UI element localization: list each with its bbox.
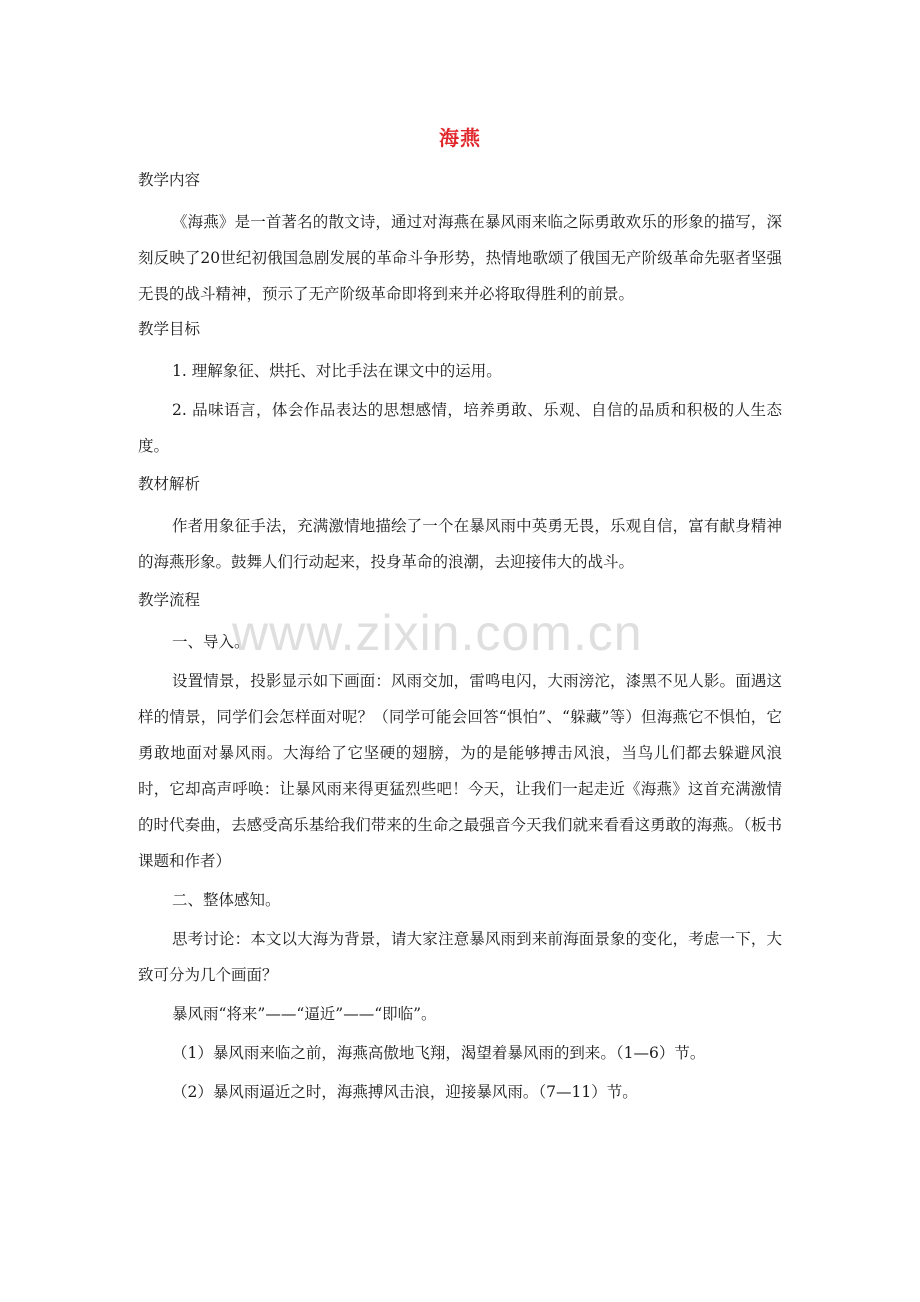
process-step-1: 一、导入。	[172, 633, 250, 651]
section-heading-analysis: 教材解析	[138, 475, 201, 493]
analysis-paragraph: 作者用象征手法，充满激情地描绘了一个在暴风雨中英勇无畏，乐观自信，富有献身精神的海燕形象。鼓舞人们行动起来，投身革命的浪潮，去迎接伟大的战斗。	[138, 517, 782, 571]
document-body	[138, 166, 782, 1113]
section-heading-content: 教学内容	[138, 171, 201, 189]
watermark: www.zixin.com.cn	[232, 605, 643, 661]
process-step-1-text: 设置情景，投影显示如下画面：风雨交加，雷鸣电闪，大雨滂沱，漆黑不见人影。面遇这样的情景，同学们会怎样面对呢？（同学可能会回答“惧怕”、“躲藏”等）但海燕它不惧怕，它勇敢地面对暴风雨。大海给了它坚硬的翅膀，为的是能够搏击风浪，当鸟儿们都去躲避风浪时，它却高声呼唤：让暴风雨来得更猛烈些吧！今天，让我们一起走近《海燕》这首充满激情的时代奏曲，去感受高乐基给我们带来的生命之最强音今天我们就来看看这勇敢的海燕。（板书课题和作者）	[138, 672, 782, 870]
section-heading-goals: 教学目标	[138, 320, 201, 338]
sub-point-1: （1）暴风雨来临之前，海燕高傲地飞翔，渴望着暴风雨的到来。（1—6）节。	[172, 1044, 706, 1062]
process-step-2-text: 思考讨论：本文以大海为背景，请大家注意暴风雨到来前海面景象的变化，考虑一下，大致可分为几个画面？	[138, 930, 782, 984]
content-paragraph: 《海燕》是一首著名的散文诗，通过对海燕在暴风雨来临之际勇敢欢乐的形象的描写，深刻反映了20世纪初俄国急剧发展的革命斗争形势，热情地歌颂了俄国无产阶级革命先驱者坚强无畏的战斗精神，预示了无产阶级革命即将到来并必将取得胜利的前景。	[138, 213, 782, 303]
goal-item-2: 2. 品味语言，体会作品表达的思想感情，培养勇敢、乐观、自信的品质和积极的人生态度。	[138, 401, 782, 455]
section-heading-process: 教学流程	[138, 591, 201, 609]
goal-item-1: 1. 理解象征、烘托、对比手法在课文中的运用。	[172, 362, 502, 380]
storm-sequence: 暴风雨“将来”——“逼近”——“即临”。	[172, 1005, 437, 1023]
sub-point-2: （2）暴风雨逼近之时，海燕搏风击浪，迎接暴风雨。（7—11）节。	[172, 1083, 638, 1101]
document-title: 海燕	[439, 126, 481, 150]
process-step-2: 二、整体感知。	[172, 891, 281, 909]
